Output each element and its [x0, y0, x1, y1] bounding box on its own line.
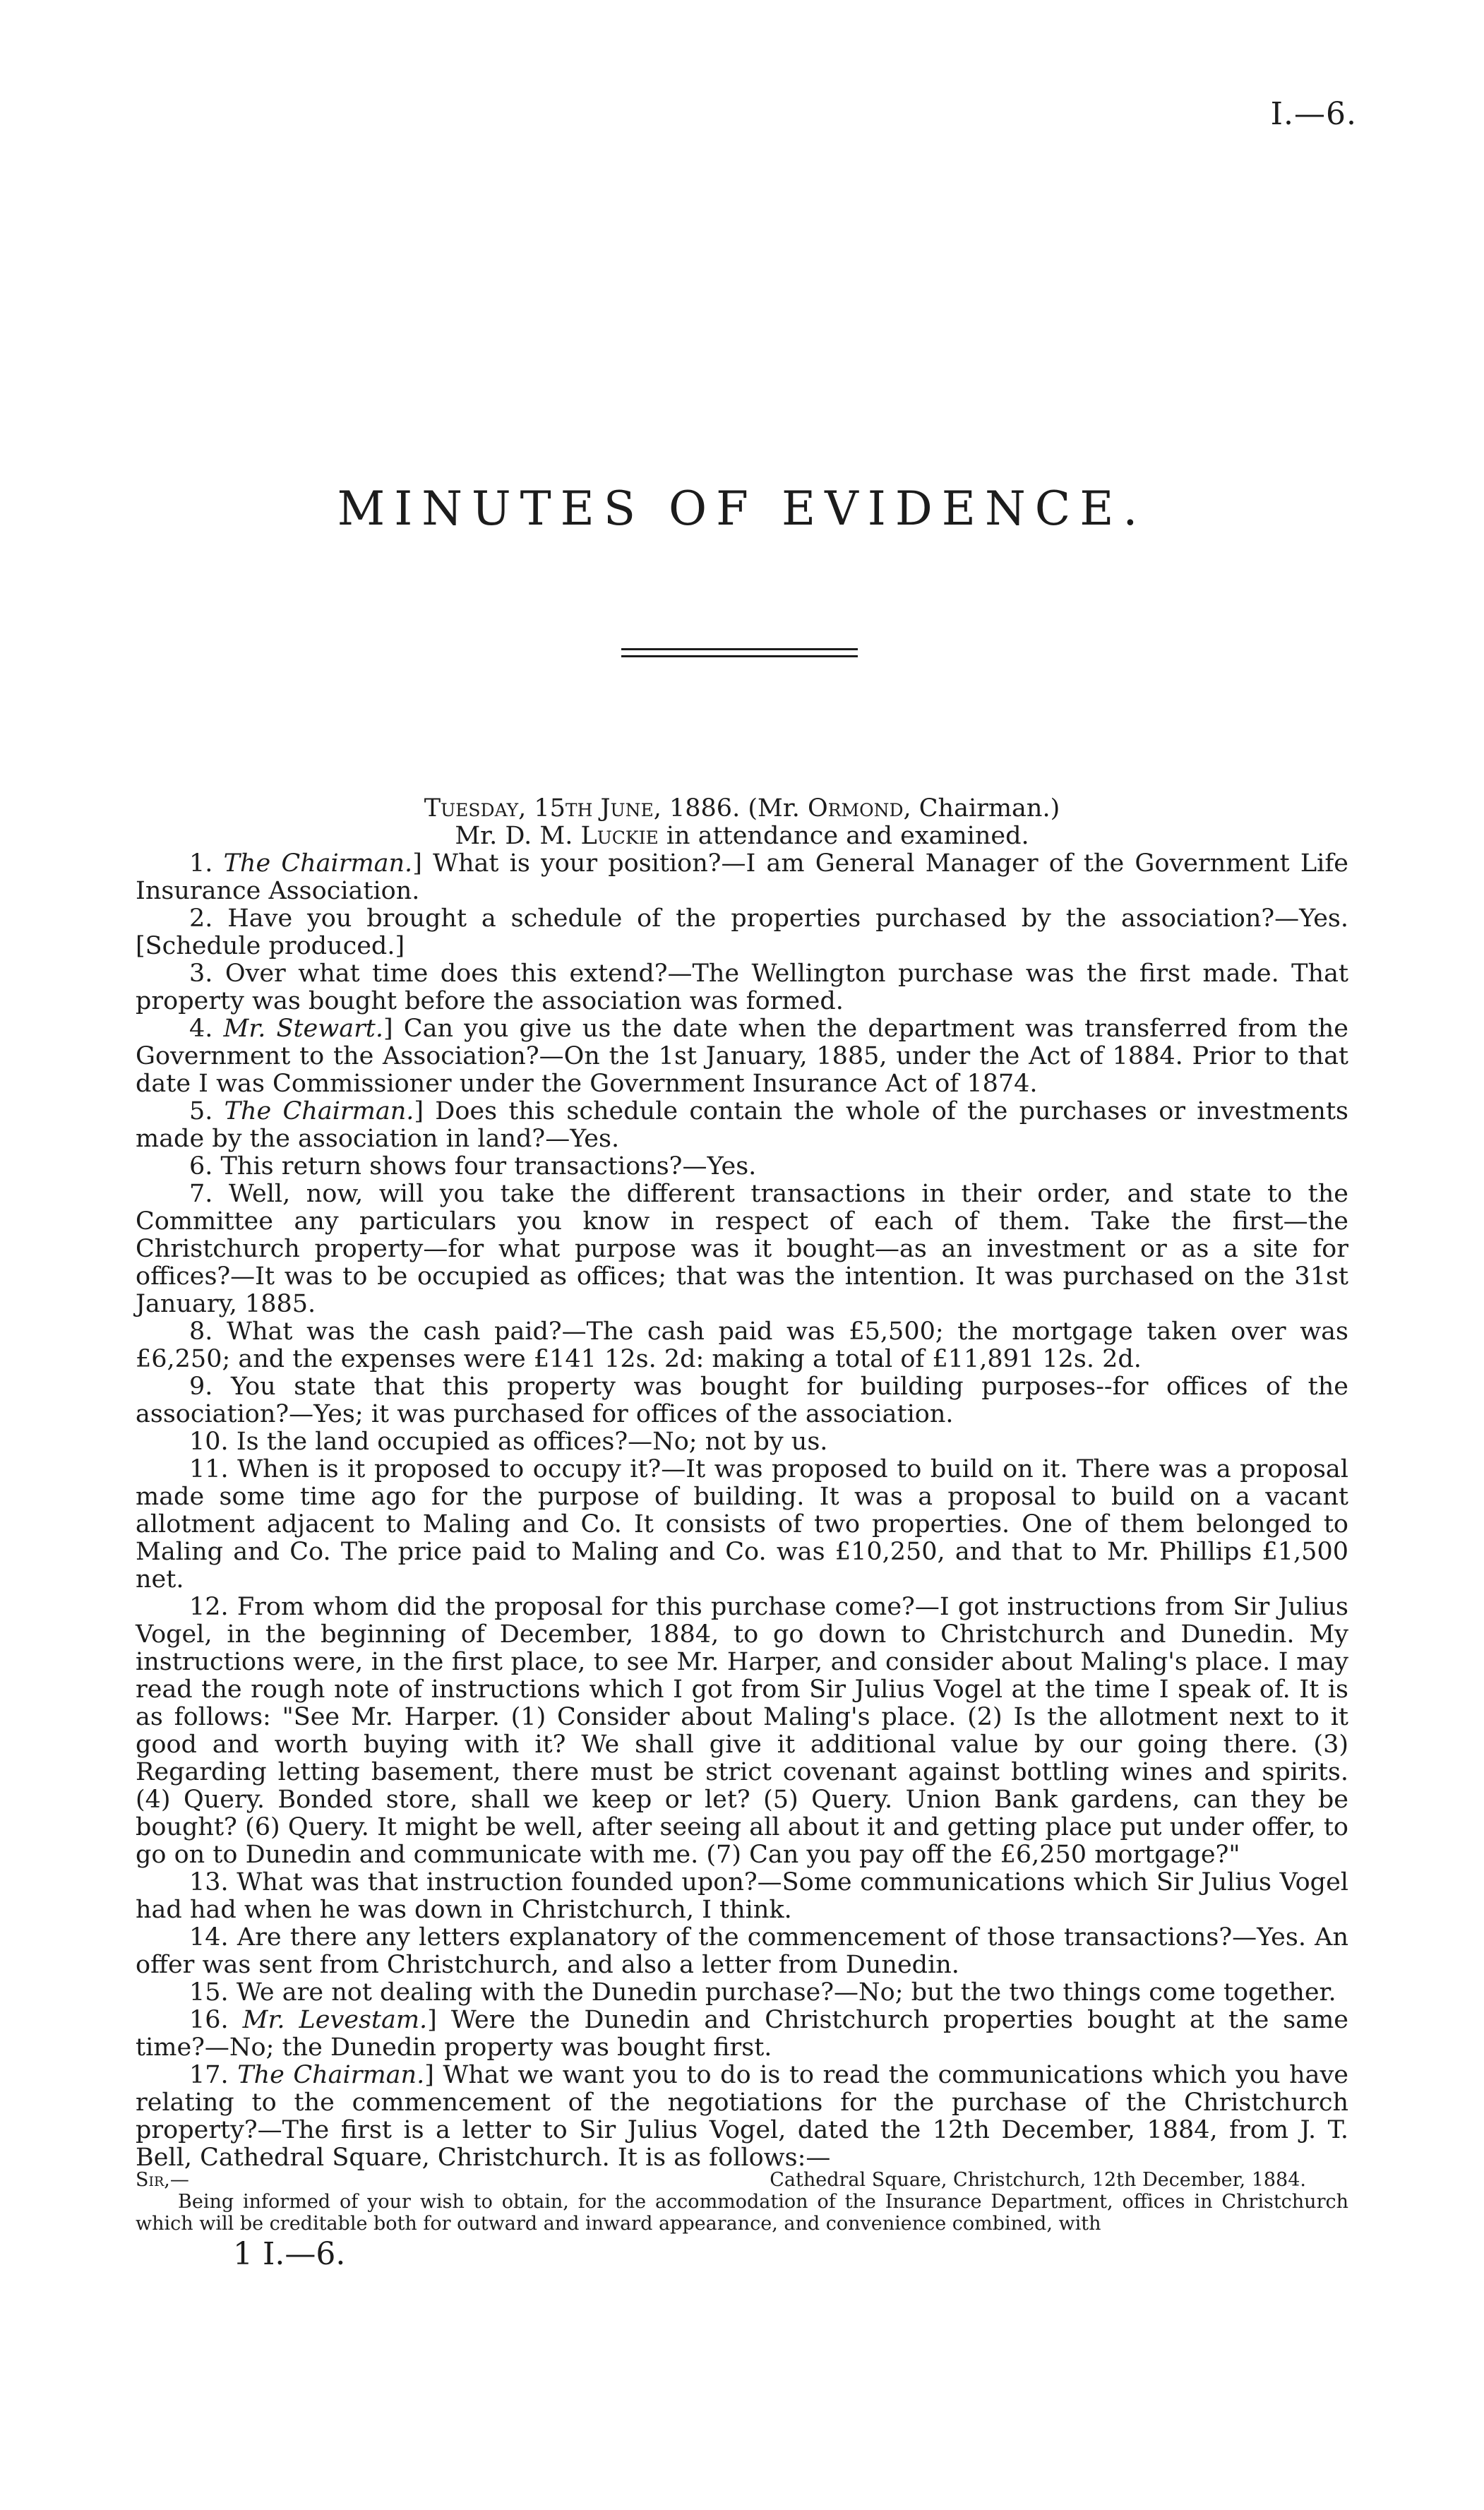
speaker-name: Mr. Levestam.: [242, 2006, 428, 2034]
question-text: We are not dealing with the Dunedin purchase?—No; but the two things come together.: [236, 1978, 1336, 2007]
chair-name: Ormond: [807, 794, 904, 823]
question-number: 6.: [189, 1152, 213, 1181]
question-text: Have you brought a schedule of the properties purchased by the association?—Yes. [Schedule produced.]: [136, 904, 1348, 960]
question-text: Does this schedule contain the whole of the purchases or investments made by the association in land?—Yes.: [136, 1097, 1348, 1153]
question-number: 8.: [189, 1317, 213, 1346]
question-paragraph: 1. The Chairman.] What is your position?—I am General Manager of the Government Life Insurance Association.: [136, 849, 1348, 905]
question-text: Is the land occupied as offices?—No; not by us.: [236, 1428, 828, 1456]
question-number: 15.: [189, 1978, 229, 2007]
page-title: MINUTES OF EVIDENCE.: [337, 482, 1147, 536]
question-paragraph: [136, 1594, 1348, 1869]
question-text: You state that this property was bought for building purposes--for offices of the association?—Yes; it was purchased for offices of the association.: [136, 1373, 1348, 1428]
question-number: 12.: [189, 1593, 229, 1621]
question-text: This return shows four transactions?—Yes.: [220, 1152, 757, 1181]
question-list: [136, 850, 1348, 2172]
speaker-name: The Chairman.: [223, 849, 413, 878]
question-paragraph: 4. Mr. Stewart.] Can you give us the date when the department was transferred from the Government to the Association?—On the 1st January, 1885, under the Act of 1884. Prior to that date I was Commissioner under the Government Insurance Act of 1874.: [136, 1015, 1348, 1098]
question-text: What was the cash paid?—The cash paid was £5,500; the mortgage taken over was £6,250; and the expenses were £141 12s. 2d: making a total of £11,891 12s. 2d.: [136, 1317, 1348, 1373]
question-text: What is your position?—I am General Manager of the Government Life Insurance Association.: [136, 849, 1348, 905]
question-paragraph: [136, 1153, 1348, 1181]
question-text: Can you give us the date when the department was transferred from the Government to the Association?—On the 1st January, 1885, under the Act of 1884. Prior to that date I was Commissioner under the Government Insurance Act of 1874.: [136, 1015, 1348, 1098]
quoted-letter: [136, 2169, 1348, 2235]
question-number: 11.: [189, 1455, 229, 1483]
question-paragraph: 17. The Chairman.] What we want you to do is to read the communications which you have relating to the commencement of the negotiations for the purchase of the Christchurch property?—The first is a letter to Sir Julius Vogel, dated the 12th December, 1884, from J. T. Bell, Cathedral Square, Christchurch. It is as follows:—: [136, 2061, 1349, 2172]
question-text: Over what time does this extend?—The Wellington purchase was the first made. That property was bought before the association was formed.: [136, 960, 1348, 1015]
question-paragraph: 16. Mr. Levestam.] Were the Dunedin and Christchurch properties bought at the same time?—No; the Dunedin property was bought first.: [136, 2006, 1348, 2062]
question-number: 2.: [189, 904, 213, 933]
question-number: 10.: [189, 1428, 229, 1456]
letter-header: [136, 2169, 1348, 2191]
question-text: What we want you to do is to read the communications which you have relating to the commencement of the negotiations for the purchase of the Christchurch property?—The first is a letter to Sir Julius Vogel, dated the 12th December, 1884, from J. T. Bell, Cathedral Square, Christchurch. It is as follows:—: [136, 2061, 1349, 2172]
question-number: 16.: [189, 2006, 229, 2034]
question-text: Were the Dunedin and Christchurch properties bought at the same time?—No; the Dunedin property was bought first.: [136, 2006, 1348, 2062]
question-text: Are there any letters explanatory of the commencement of those transactions?—Yes. An offer was sent from Christchurch, and also a letter from Dunedin.: [136, 1923, 1348, 1979]
letter-body: Being informed of your wish to obtain, for the accommodation of the Insurance Department, offices in Christchurch which will be creditable both for outward and inward appearance, and convenience combined, with: [136, 2191, 1348, 2235]
question-paragraph: [136, 1869, 1348, 1924]
question-number: 9.: [189, 1373, 213, 1401]
witness-prefix: Mr. D. M.: [455, 822, 581, 850]
question-text: What was that instruction founded upon?—Some communications which Sir Julius Vogel had had when he was down in Christchurch, I think.: [136, 1868, 1348, 1924]
chair-prefix: (Mr.: [740, 794, 808, 823]
question-paragraph: [136, 960, 1348, 1015]
witness-suffix: in attendance and examined.: [658, 822, 1029, 850]
speaker-name: Mr. Stewart.: [223, 1015, 384, 1043]
question-text: When is it proposed to occupy it?—It was proposed to build on it. There was a proposal made some time ago for the purpose of building. It was a proposal to build on a vacant allotment adjacent to Maling and Co. It consists of two properties. One of them belonged to Maling and Co. The price paid to Maling and Co. was £10,250, and that to Mr. Phillips £1,500 net.: [136, 1455, 1348, 1594]
question-text: Well, now, will you take the different transactions in their order, and state to the Committee any particulars you know in respect of each of them. Take the first—the Christchurch property—for what purpose was it bought—as an investment or as a site for offices?—It was to be occupied as offices; that was the intention. It was purchased on the 31st January, 1885.: [136, 1180, 1348, 1318]
speaker-name: The Chairman.: [224, 1097, 414, 1125]
session-year: , 1886.: [653, 794, 741, 823]
session-day: Tuesday: [424, 794, 519, 823]
footer-reference: 1 I.—6.: [233, 2236, 346, 2272]
question-paragraph: [136, 1181, 1348, 1318]
question-paragraph: [136, 905, 1348, 960]
question-paragraph: 5. The Chairman.] Does this schedule contain the whole of the purchases or investments made by the association in land?—Yes.: [136, 1097, 1348, 1153]
question-number: 4.: [189, 1015, 213, 1043]
question-number: 13.: [189, 1868, 229, 1896]
question-number: 5.: [189, 1097, 213, 1125]
question-paragraph: [136, 1924, 1348, 1979]
question-number: 1.: [189, 849, 213, 878]
question-text: From whom did the proposal for this purchase come?—I got instructions from Sir Julius Vogel, in the beginning of December, 1884, to go down to Christchurch and Dunedin. My instructions were, in the first place, to see Mr. Harper, and consider about Maling's place. I may read the rough note of instructions which I got from Sir Julius Vogel at the time I speak of. It is as follows: "See Mr. Harper. (1) Consider about Maling's place. (2) Is the allotment next to it good and worth buying with it? We shall give it additional value by our going there. (3) Regarding letting basement, there must be strict covenant against bottling wines and spirits. (4) Query. Bonded store, shall we keep or let? (5) Query. Union Bank gardens, can they be bought? (6) Query. It might be well, after seeing all about it and getting place put under offer, to go on to Dunedin and communicate with me. (7) Can you pay off the £6,250 mortgage?": [136, 1593, 1348, 1869]
evidence-body: [136, 795, 1348, 2172]
title-rule: [621, 655, 858, 657]
witness-name: Luckie: [580, 822, 659, 850]
question-paragraph: [136, 1373, 1348, 1428]
letter-address: Cathedral Square, Christchurch, 12th December, 1884.: [770, 2169, 1306, 2191]
witness-line: [136, 823, 1348, 850]
question-number: 7.: [189, 1180, 213, 1208]
question-number: 3.: [189, 960, 213, 988]
question-number: 17.: [189, 2061, 229, 2089]
question-paragraph: [136, 1428, 1348, 1456]
speaker-name: The Chairman.: [237, 2061, 425, 2089]
session-heading: [136, 795, 1348, 823]
chair-suffix: , Chairman.): [903, 794, 1060, 823]
question-paragraph: [136, 1979, 1348, 2007]
page-reference: I.—6.: [1270, 96, 1357, 132]
letter-salutation: Sir,—: [136, 2169, 189, 2191]
question-paragraph: [136, 1318, 1348, 1373]
question-number: 14.: [189, 1923, 229, 1952]
question-paragraph: [136, 1456, 1348, 1594]
title-rule: [621, 648, 858, 650]
session-date: , 15th June: [518, 794, 654, 823]
